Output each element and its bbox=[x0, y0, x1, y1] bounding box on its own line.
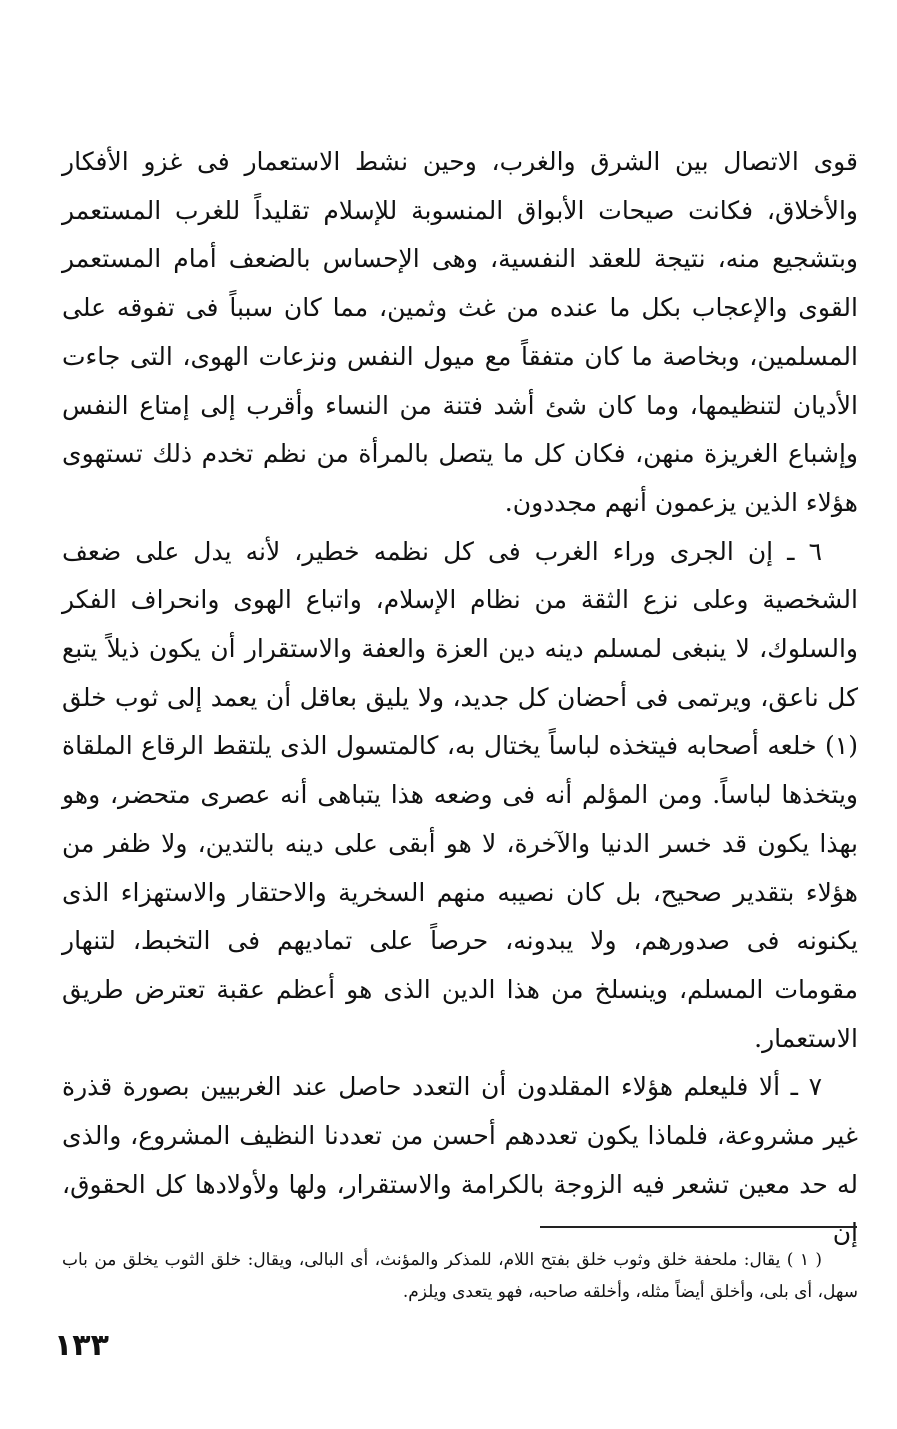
footnotes bbox=[62, 1244, 858, 1308]
paragraph-point-6: ٦ ـ إن الجرى وراء الغرب فى كل نظمه خطير، لأنه يدل على ضعف الشخصية وعلى نزع الثقة من نظام الإسلام، واتباع الهوى وانحراف الفكر والسلوك، لا ينبغى لمسلم دينه دين العزة والعفة والاستقرار أن يكون ذيلاً يتبع كل ناعق، ويرتمى فى أحضان كل جديد، ولا يليق بعاقل أن يعمد إلى ثوب خلق (١) خلعه أصحابه فيتخذه لباساً يختال به، كالمتسول الذى يلتقط الرقاع الملقاة ويتخذها لباساً. ومن المؤلم أنه فى وضعه هذا يتباهى أنه عصرى متحضر، وهو بهذا يكون قد خسر الدنيا والآخرة، لا هو أبقى على دينه بالتدين، ولا ظفر من هؤلاء بتقدير صحيح، بل كان نصيبه منهم السخرية والاحتقار والاستهزاء الذى يكنونه فى صدورهم، ولا يبدونه، حرصاً على تماديهم فى التخبط، لتنهار مقومات المسلم، وينسلخ من هذا الدين الذى هو أعظم عقبة تعترض طريق الاستعمار. bbox=[62, 536, 858, 1053]
footnote-1: ( ١ ) يقال: ملحفة خلق وثوب خلق بفتح اللام، للمذكر والمؤنث، أى البالى، ويقال: خلق الثوب يخلق من باب سهل، أى بلى، وأخلق أيضاً مثله، وأخلقه صاحبه، فهو يتعدى ويلزم. bbox=[62, 1250, 858, 1302]
paragraph-point-7: ٧ ـ ألا فليعلم هؤلاء المقلدون أن التعدد حاصل عند الغربيين بصورة قذرة غير مشروعة، فلماذا يكون تعددهم أحسن من تعددنا النظيف المشروع، والذى له حد معين تشعر فيه الزوجة بالكرامة والاستقرار، ولها ولأولادها كل الحقوق، إن bbox=[62, 1072, 858, 1248]
page-number: ١٣٣ bbox=[54, 1328, 109, 1363]
paragraph-continued: قوى الاتصال بين الشرق والغرب، وحين نشط الاستعمار فى غزو الأفكار والأخلاق، فكانت صيحات الأبواق المنسوبة للإسلام تقليداً للغرب المستعمر وبتشجيع منه، نتيجة للعقد النفسية، وهى الإحساس بالضعف أمام المستعمر القوى والإعجاب بكل ما عنده من غث وثمين، مما كان سبباً فى تفوقه على المسلمين، وبخاصة ما كان متفقاً مع ميول النفس ونزعات الهوى، التى جاءت الأديان لتنظيمها، وما كان شئ أشد فتنة من النساء وأقرب إلى إمتاع النفس وإشباع الغريزة منهن، فكان كل ما يتصل بالمرأة من نظم تخدم ذلك تستهوى هؤلاء الذين يزعمون أنهم مجددون. bbox=[62, 147, 858, 517]
footnote-divider bbox=[540, 1226, 857, 1228]
body-text bbox=[62, 138, 858, 1258]
